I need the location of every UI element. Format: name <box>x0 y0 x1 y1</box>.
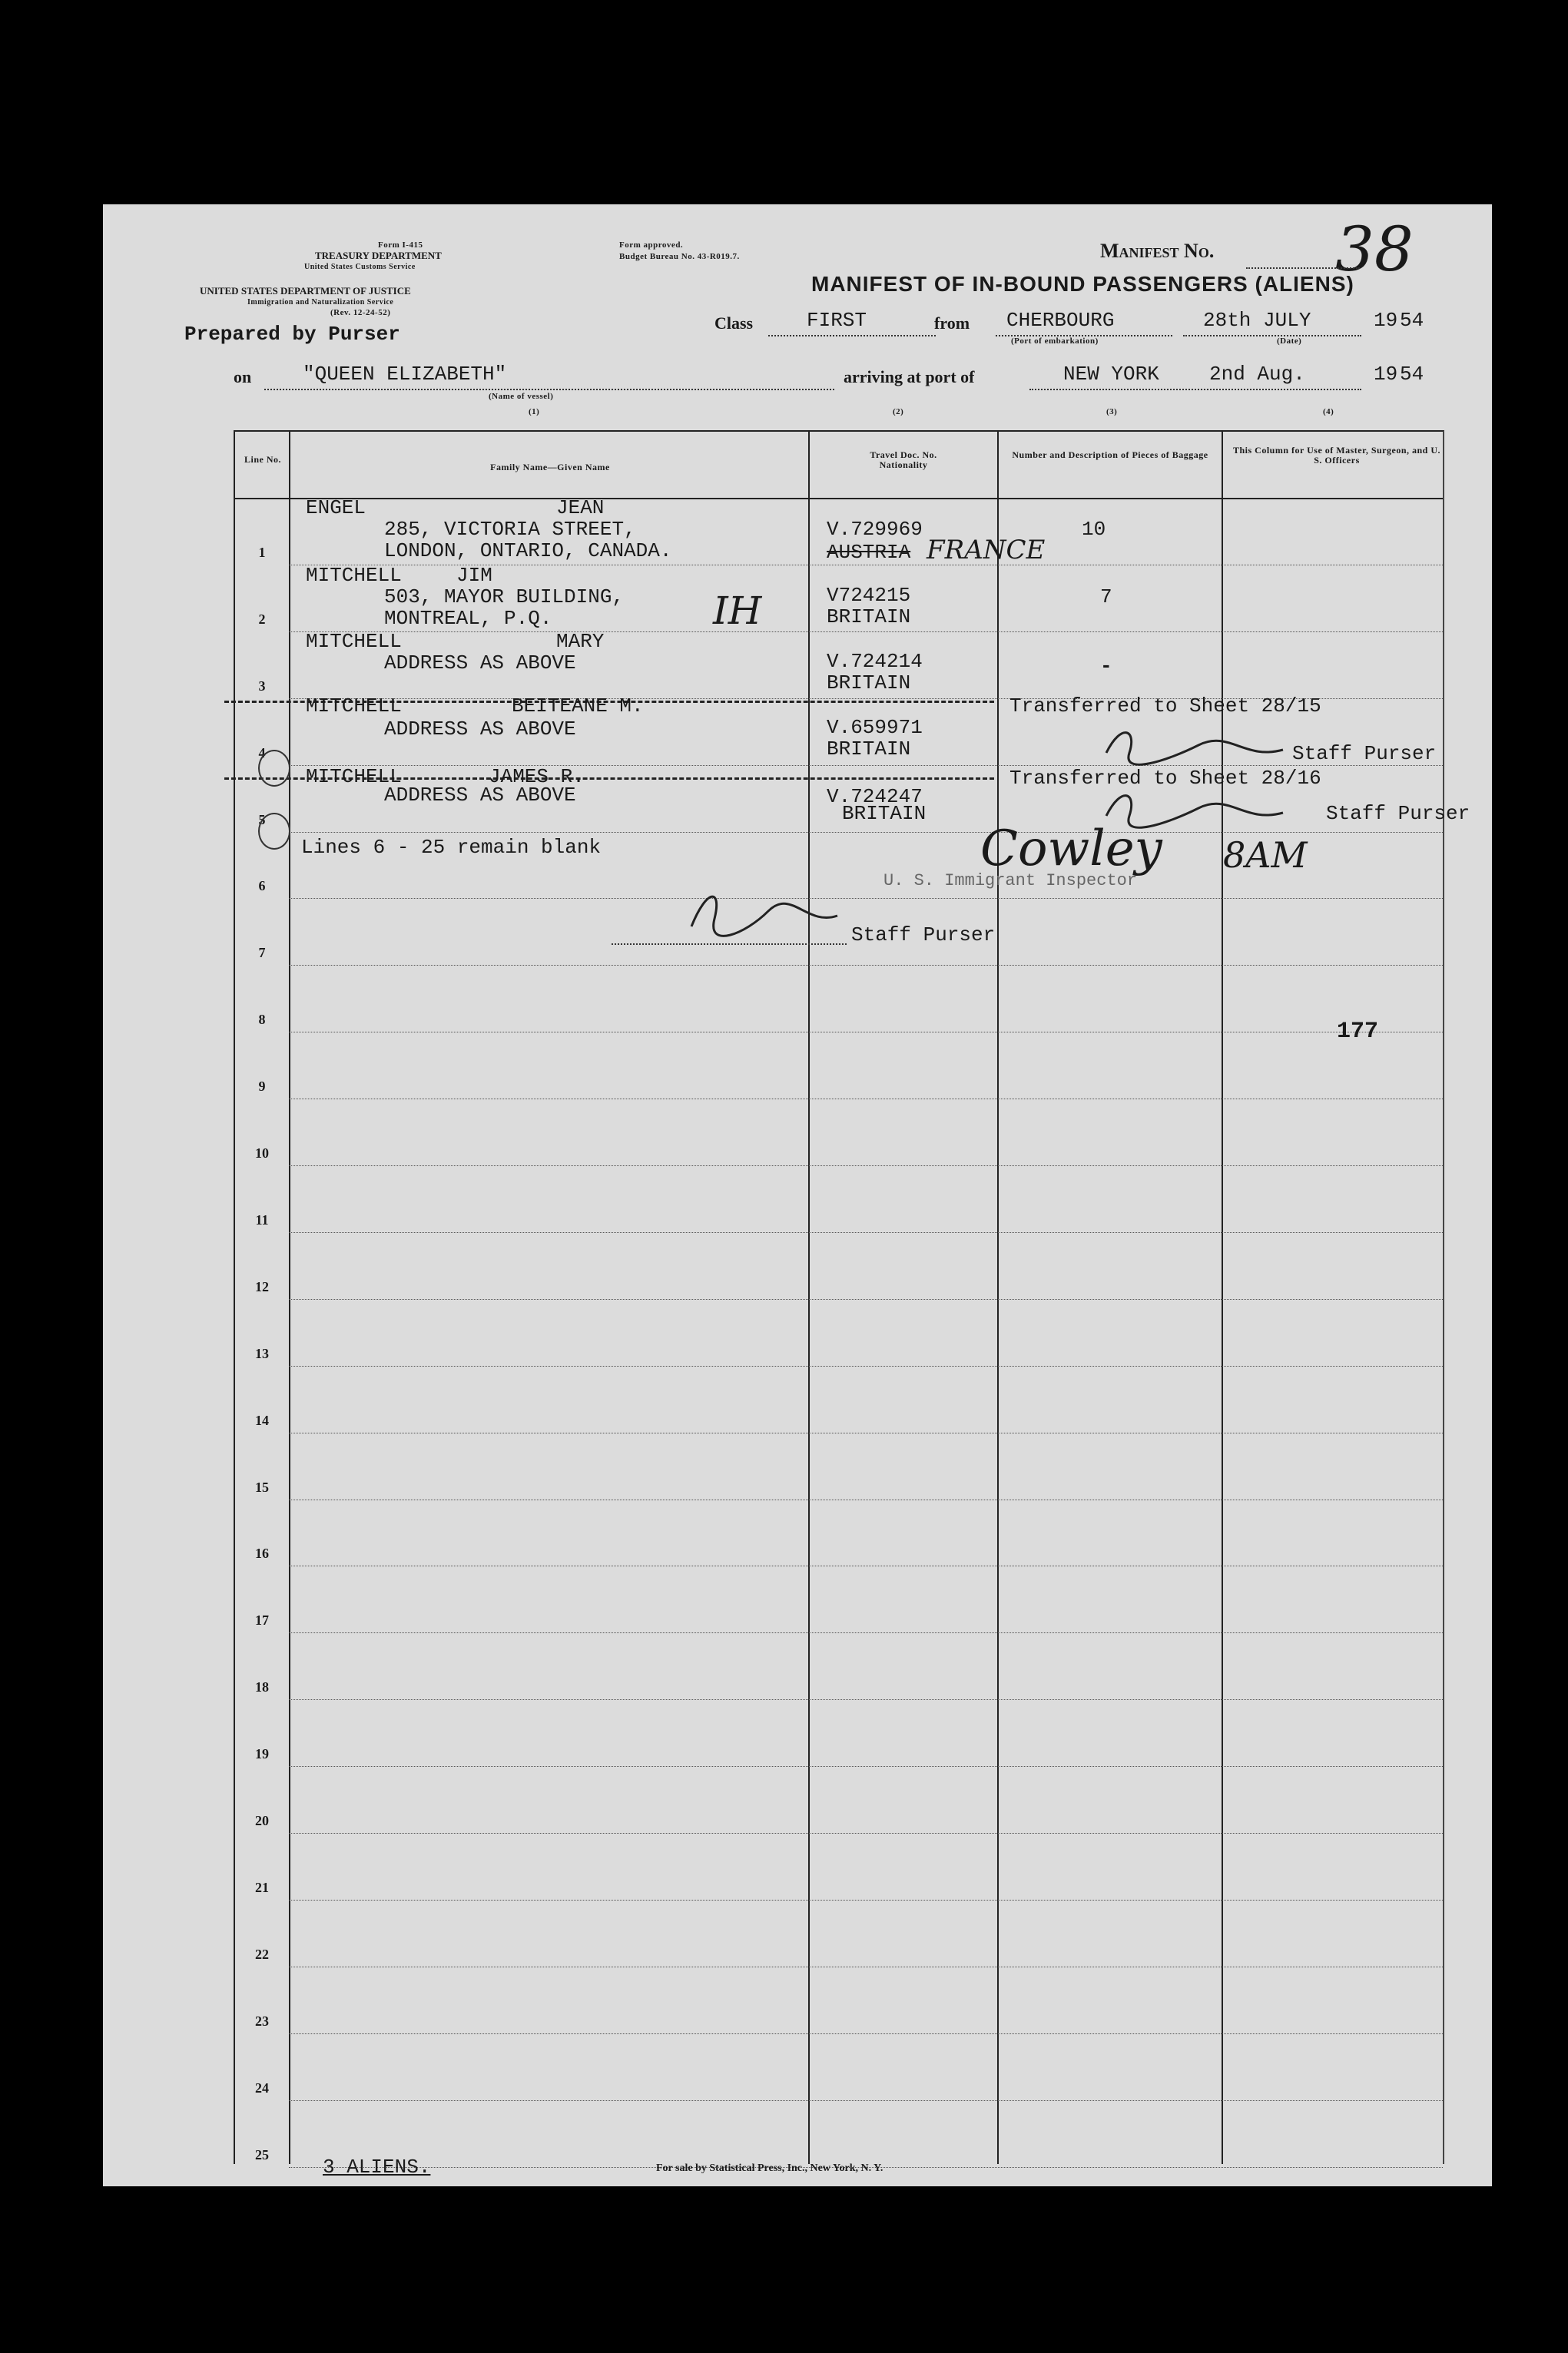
purser-signature <box>676 880 860 949</box>
table-row-rule <box>289 1232 1443 1233</box>
margin-mark: IH <box>713 588 762 633</box>
col-num-3: (3) <box>1106 407 1118 416</box>
vessel-line <box>264 389 834 390</box>
table-row-rule <box>289 832 1443 833</box>
row-number: 20 <box>255 1813 269 1828</box>
purser-signature <box>1099 722 1291 768</box>
entry-1-addr1: 285, VICTORIA STREET, <box>384 518 636 541</box>
budget-bureau: Budget Bureau No. 43-R019.7. <box>619 252 740 261</box>
purser-signature <box>1099 785 1291 831</box>
row-number: 18 <box>255 1679 269 1695</box>
form-approved: Form approved. <box>619 240 684 250</box>
from-value: CHERBOURG <box>1006 309 1115 332</box>
port-embark-caption: (Port of embarkation) <box>1011 336 1099 346</box>
row-number: 8 <box>258 1012 266 1028</box>
class-line <box>768 335 936 336</box>
entry-5-given: JAMES R. <box>489 765 585 788</box>
entry-5-nationality: BRITAIN <box>842 802 927 825</box>
table-row-rule <box>289 2033 1443 2034</box>
table-row-rule <box>289 1632 1443 1633</box>
entry-4-family: MITCHELL <box>306 694 402 717</box>
entry-4-addr1: ADDRESS AS ABOVE <box>384 717 576 741</box>
table-row-rule <box>289 1699 1443 1700</box>
row-number: 15 <box>255 1479 269 1495</box>
col-divider <box>808 432 810 2164</box>
blank-lines-note: Lines 6 - 25 remain blank <box>301 836 602 859</box>
printer-note: For sale by Statistical Press, Inc., New York, N. Y. <box>656 2162 883 2174</box>
row-number: 7 <box>258 945 266 961</box>
dept-treasury: TREASURY DEPARTMENT <box>315 250 442 261</box>
vessel-caption: (Name of vessel) <box>489 392 554 401</box>
row-number: 17 <box>255 1612 269 1629</box>
col-header-name: Family Name—Given Name <box>490 462 610 472</box>
manifest-number: 38 <box>1335 214 1414 285</box>
row-number: 22 <box>255 1946 269 1962</box>
arrival-year-prefix: 19 <box>1374 363 1398 386</box>
col-divider <box>997 432 999 2164</box>
row-number: 25 <box>255 2146 269 2162</box>
entry-2-nationality: BRITAIN <box>827 605 911 628</box>
entry-1-baggage: 10 <box>1082 518 1106 541</box>
col-header-officers: This Column for Use of Master, Surgeon, and U. S. Officers <box>1232 445 1441 466</box>
entry-2-doc: V724215 <box>827 584 911 607</box>
inspector-caption: U. S. Immigrant Inspector <box>883 871 1138 890</box>
row-number: 24 <box>255 2080 269 2096</box>
circle-mark <box>258 813 290 850</box>
table-row-rule <box>289 898 1443 899</box>
date-caption: (Date) <box>1277 336 1302 346</box>
entry-4-transfer: Transferred to Sheet 28/15 <box>1009 694 1321 717</box>
entry-2-baggage: 7 <box>1100 585 1112 608</box>
entry-1-given: JEAN <box>556 496 605 519</box>
row-number: 1 <box>258 544 266 560</box>
row-number: 6 <box>258 878 266 894</box>
row-number: 3 <box>258 678 266 694</box>
entry-4-given: BEITEANE M. <box>512 694 644 717</box>
row-number: 23 <box>255 2013 269 2029</box>
form-revision: (Rev. 12-24-52) <box>330 308 391 317</box>
arrival-line <box>1029 389 1361 390</box>
entry-4-doc: V.659971 <box>827 716 923 739</box>
total-aliens: 3 ALIENS. <box>323 2156 431 2179</box>
row-number: 10 <box>255 1145 269 1161</box>
prepared-by: Prepared by Purser <box>184 323 400 346</box>
entry-2-given: JIM <box>456 564 492 587</box>
table-row-rule <box>289 1165 1443 1166</box>
col-divider <box>1222 432 1223 2164</box>
row-number: 11 <box>255 1211 269 1228</box>
row-number: 19 <box>255 1746 269 1762</box>
manifest-title: MANIFEST OF IN-BOUND PASSENGERS (ALIENS) <box>811 272 1354 296</box>
year-value: 54 <box>1400 309 1424 332</box>
row-number: 12 <box>255 1278 269 1294</box>
table-row-rule <box>289 965 1443 966</box>
col-header-travel-doc: Travel Doc. No. Nationality <box>870 449 937 470</box>
table-row-rule <box>289 1366 1443 1367</box>
manifest-no-label: Manifest No. <box>1100 240 1215 262</box>
row-number: 2 <box>258 611 266 627</box>
table-row-rule <box>289 2100 1443 2101</box>
entry-1-addr2: LONDON, ONTARIO, CANADA. <box>384 539 672 562</box>
entry-2-family: MITCHELL <box>306 564 402 587</box>
manifest-no-line <box>1246 267 1360 269</box>
table-row-rule <box>289 1833 1443 1834</box>
year-prefix: 19 <box>1374 309 1398 332</box>
inspector-signature: Cowley <box>980 820 1162 877</box>
note-177: 177 <box>1337 1019 1379 1045</box>
entry-2-addr1: 503, MAYOR BUILDING, <box>384 585 625 608</box>
entry-1-nationality: AUSTRIA <box>827 541 911 564</box>
entry-4-nationality: BRITAIN <box>827 737 911 761</box>
entry-5-family: MITCHELL <box>306 765 402 788</box>
entry-3-nationality: BRITAIN <box>827 671 911 694</box>
entry-3-given: MARY <box>556 630 605 653</box>
dept-justice: UNITED STATES DEPARTMENT OF JUSTICE <box>200 285 411 297</box>
row-number: 9 <box>258 1079 266 1095</box>
col-num-1: (1) <box>529 407 540 416</box>
entry-1-nationality-correction: FRANCE <box>927 535 1046 565</box>
from-label: from <box>934 313 970 333</box>
on-label: on <box>234 367 252 386</box>
arrival-year: 54 <box>1400 363 1424 386</box>
col-divider <box>289 432 290 2164</box>
header-divider <box>235 498 1443 499</box>
entry-5-purser: Staff Purser <box>1326 802 1470 825</box>
entry-2-addr2: MONTREAL, P.Q. <box>384 607 552 630</box>
entry-3-family: MITCHELL <box>306 630 402 653</box>
inspector-time: 8AM <box>1223 834 1308 876</box>
row-number: 5 <box>258 811 266 827</box>
staff-purser: Staff Purser <box>851 923 996 946</box>
entry-1-doc: V.729969 <box>827 518 923 541</box>
entry-4-purser: Staff Purser <box>1292 742 1437 765</box>
row-number: 13 <box>255 1345 269 1361</box>
class-label: Class <box>714 313 754 333</box>
arrival-port: NEW YORK <box>1063 363 1159 386</box>
table-row-rule <box>289 1900 1443 1901</box>
col-num-4: (4) <box>1323 407 1334 416</box>
row-number: 14 <box>255 1412 269 1428</box>
vessel-name: "QUEEN ELIZABETH" <box>303 363 507 386</box>
entry-1-family: ENGEL <box>306 496 366 519</box>
sail-date: 28th JULY <box>1203 309 1311 332</box>
row-number: 16 <box>255 1546 269 1562</box>
date-line <box>1183 335 1361 336</box>
circle-mark <box>258 750 290 787</box>
dept-treasury-sub: United States Customs Service <box>304 263 416 271</box>
table-row-rule <box>289 1299 1443 1300</box>
row-number: 21 <box>255 1879 269 1895</box>
col-header-line-no: Line No. <box>244 454 281 465</box>
col-header-baggage: Number and Description of Pieces of Baggage <box>1012 449 1208 460</box>
entry-3-addr1: ADDRESS AS ABOVE <box>384 651 576 674</box>
entry-3-doc: V.724214 <box>827 650 923 673</box>
row-number: 4 <box>258 744 266 761</box>
dept-justice-sub: Immigration and Naturalization Service <box>247 298 394 307</box>
entry-5-doc: V.724247 <box>827 785 923 808</box>
form-number: Form I-415 <box>378 240 423 250</box>
entry-3-baggage: - <box>1100 655 1112 678</box>
class-value: FIRST <box>807 309 867 332</box>
entry-5-transfer: Transferred to Sheet 28/16 <box>1009 767 1321 790</box>
entry-5-addr1: ADDRESS AS ABOVE <box>384 784 576 807</box>
arriving-label: arriving at port of <box>844 367 975 386</box>
table-row-rule <box>289 1766 1443 1767</box>
table-row-rule <box>289 631 1443 632</box>
col-num-2: (2) <box>893 407 904 416</box>
arrival-date: 2nd Aug. <box>1209 363 1305 386</box>
